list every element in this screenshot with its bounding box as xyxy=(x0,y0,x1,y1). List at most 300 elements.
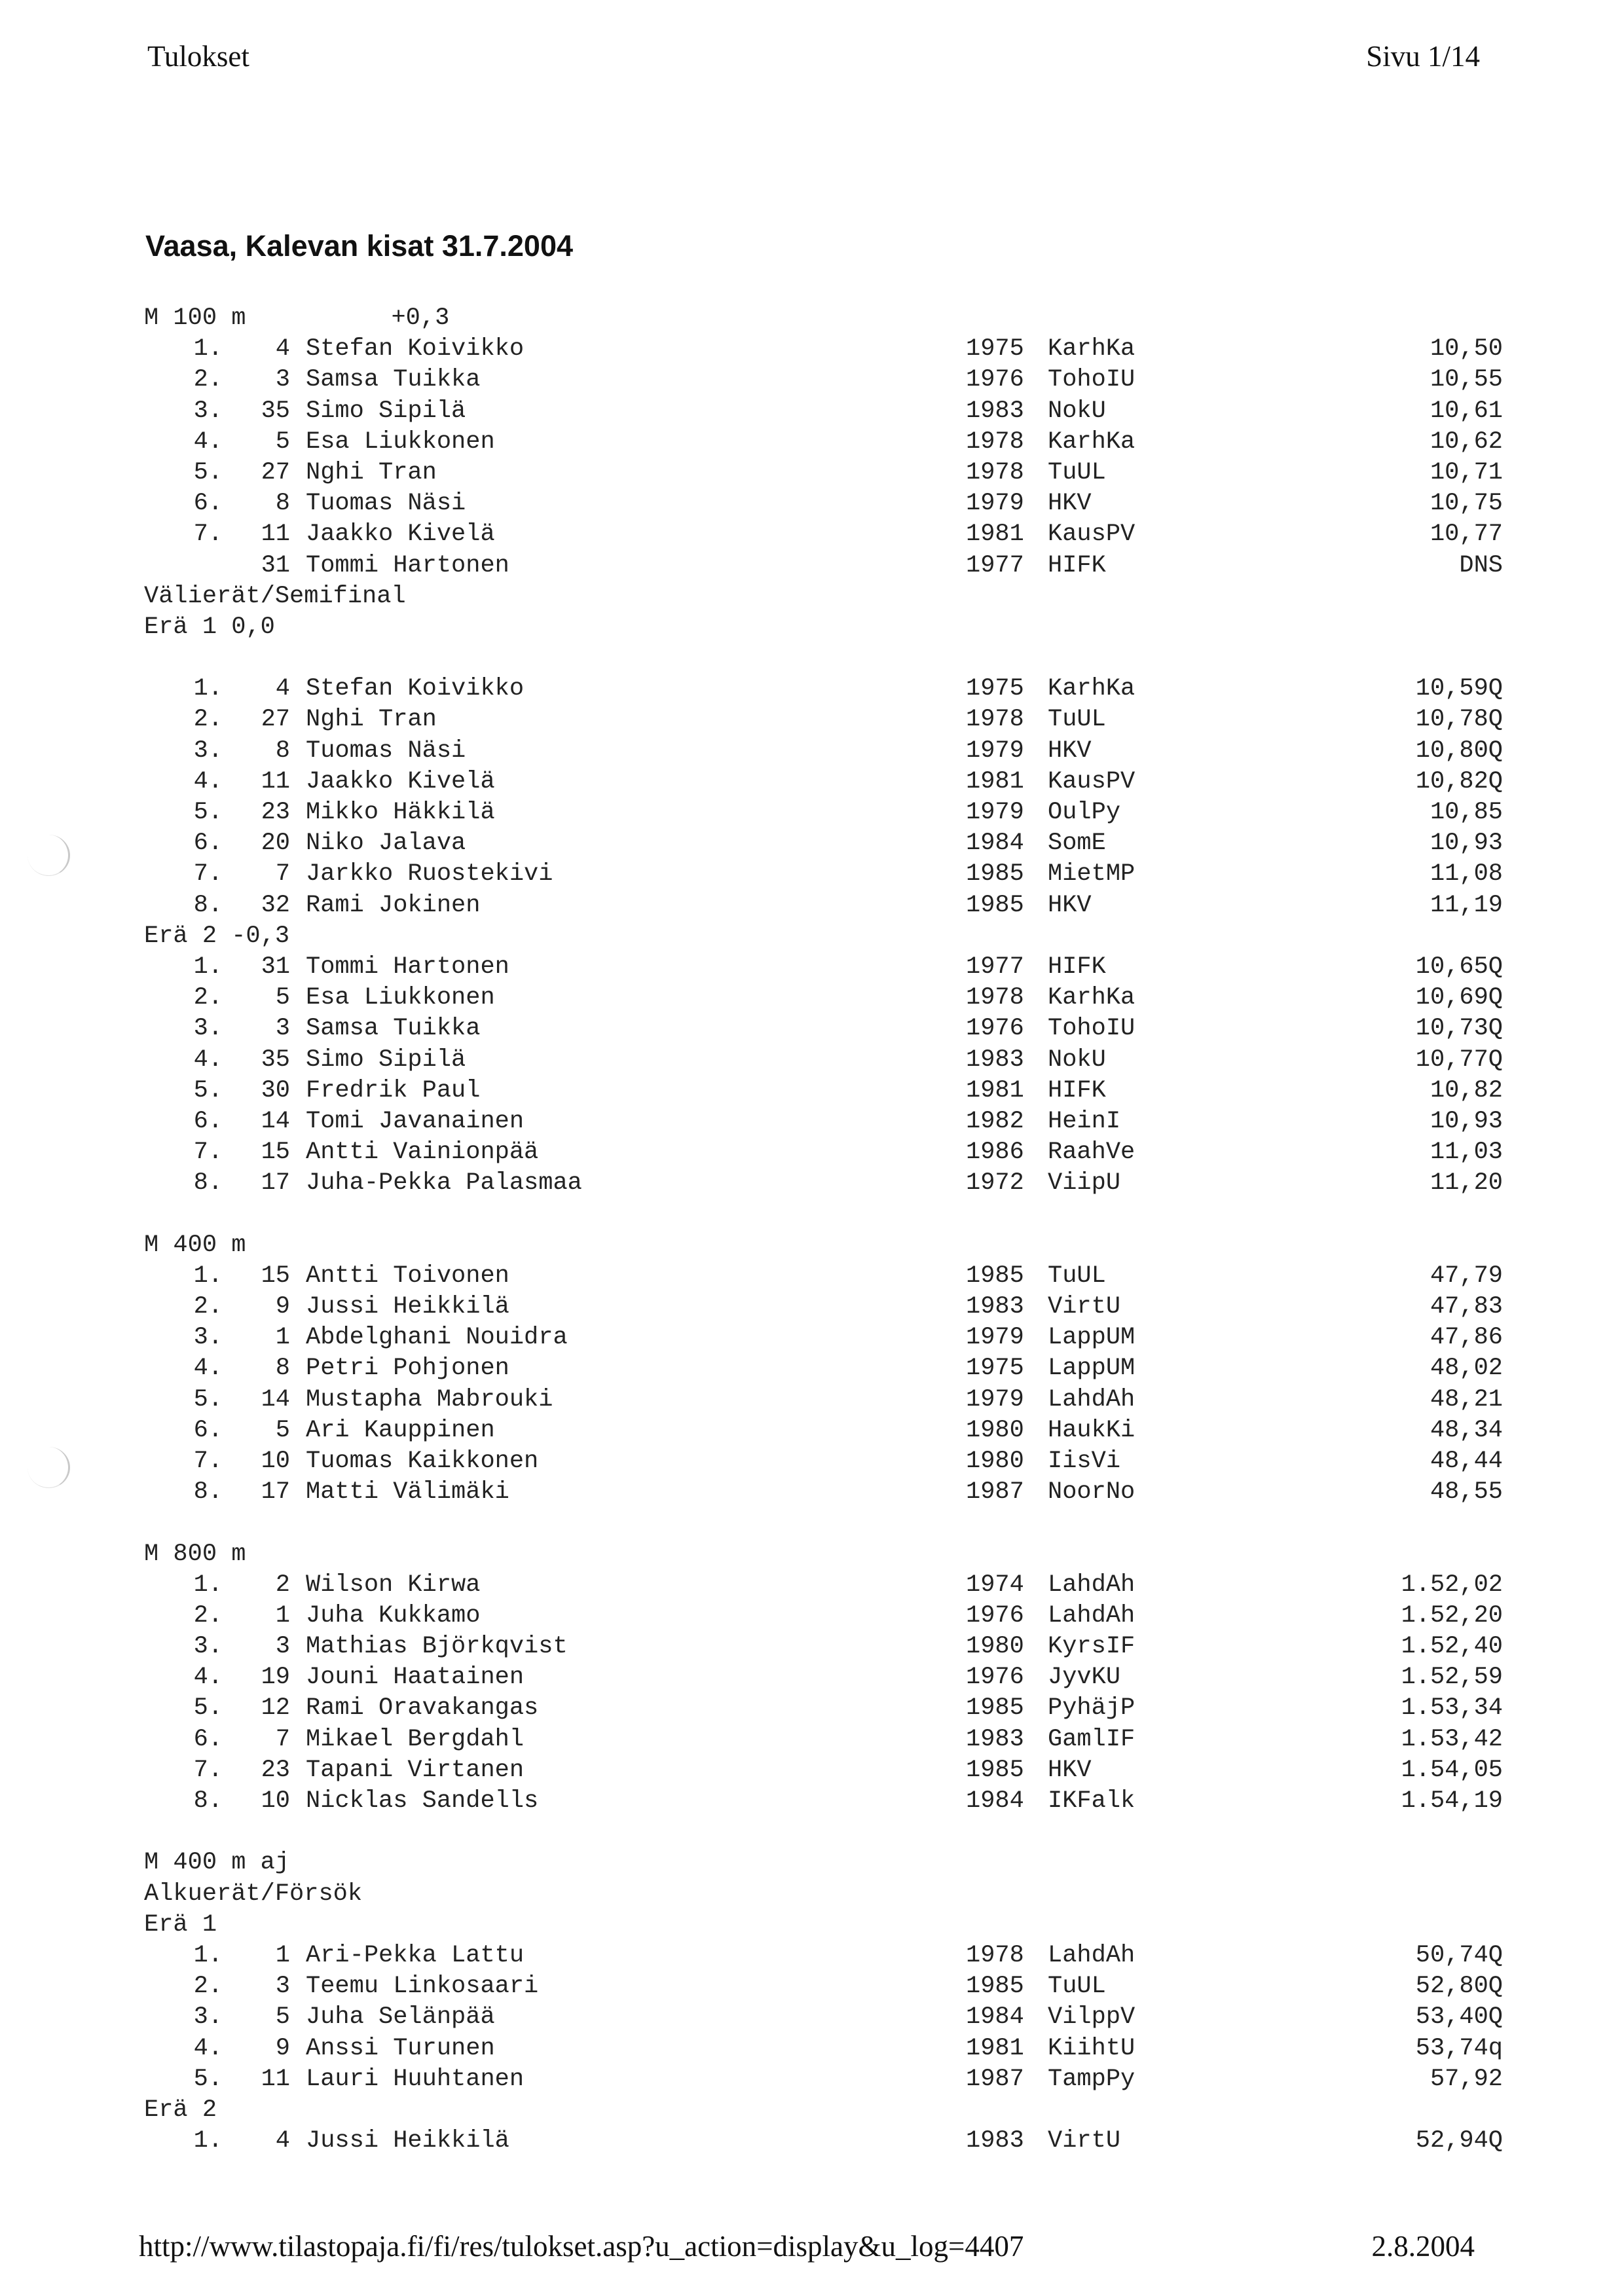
club-cell: GamlIF xyxy=(1048,1725,1135,1753)
bib-cell: 1 xyxy=(275,1601,290,1630)
result-row xyxy=(141,1755,1503,1786)
athlete-name: Stefan Koivikko xyxy=(306,675,525,703)
rank-cell: 8. xyxy=(193,1169,223,1197)
results-list xyxy=(141,303,1503,2157)
result-cell: 10,82 xyxy=(1430,1076,1503,1104)
result-row xyxy=(141,1415,1503,1446)
club-cell: KiihtU xyxy=(1048,2034,1135,2062)
result-row xyxy=(141,1570,1503,1601)
club-cell: NokU xyxy=(1048,397,1106,425)
birth-year: 1981 xyxy=(966,520,1024,549)
athlete-name: Abdelghani Nouidra xyxy=(306,1324,568,1352)
result-cell: 10,85 xyxy=(1430,799,1503,826)
rank-cell: 1. xyxy=(193,1262,223,1290)
birth-year: 1979 xyxy=(966,1385,1024,1413)
rank-cell: 3. xyxy=(193,1633,223,1661)
bib-cell: 32 xyxy=(261,891,290,919)
rank-cell: 4. xyxy=(193,767,223,795)
birth-year: 1985 xyxy=(966,1973,1024,2001)
club-cell: SomE xyxy=(1048,829,1106,858)
blank-line xyxy=(141,643,1503,674)
bib-cell: 2 xyxy=(275,1571,290,1599)
club-cell: LahdAh xyxy=(1048,1601,1135,1630)
birth-year: 1982 xyxy=(966,1107,1024,1135)
bib-cell: 30 xyxy=(261,1076,290,1104)
result-row xyxy=(141,519,1503,550)
club-cell: KausPV xyxy=(1048,767,1135,795)
bib-cell: 5 xyxy=(275,1416,290,1444)
club-cell: TuUL xyxy=(1048,458,1106,486)
result-row xyxy=(141,1353,1503,1384)
rank-cell: 6. xyxy=(193,1725,223,1753)
rank-cell: 3. xyxy=(193,1324,223,1352)
rank-cell: 2. xyxy=(193,984,223,1012)
rank-cell: 7. xyxy=(193,1756,223,1784)
birth-year: 1985 xyxy=(966,1756,1024,1784)
result-cell: 10,77Q xyxy=(1415,1046,1503,1074)
heading-text: Välierät/Semifinal xyxy=(144,582,406,610)
result-row xyxy=(141,1137,1503,1168)
bib-cell: 11 xyxy=(261,767,290,795)
birth-year: 1985 xyxy=(966,1262,1024,1290)
result-cell: 10,50 xyxy=(1430,335,1503,363)
rank-cell: 5. xyxy=(193,458,223,486)
athlete-name: Tuomas Näsi xyxy=(306,490,466,518)
athlete-name: Rami Jokinen xyxy=(306,891,481,919)
rank-cell: 7. xyxy=(193,860,223,888)
heading-text: Erä 2 xyxy=(144,2096,217,2124)
birth-year: 1978 xyxy=(966,1941,1024,1969)
heading-text: M 100 m +0,3 xyxy=(144,304,450,332)
birth-year: 1978 xyxy=(966,706,1024,734)
club-cell: LappUM xyxy=(1048,1355,1135,1383)
section-heading xyxy=(141,303,1503,334)
bib-cell: 5 xyxy=(275,984,290,1012)
athlete-name: Tuomas Näsi xyxy=(306,737,466,765)
result-row xyxy=(141,797,1503,828)
heading-text: M 400 m xyxy=(144,1231,246,1259)
birth-year: 1975 xyxy=(966,335,1024,363)
rank-cell: 4. xyxy=(193,1355,223,1383)
rank-cell: 8. xyxy=(193,891,223,919)
birth-year: 1984 xyxy=(966,1787,1024,1815)
result-cell: 10,69Q xyxy=(1415,984,1503,1012)
rank-cell: 5. xyxy=(193,2065,223,2093)
athlete-name: Jaakko Kivelä xyxy=(306,520,495,549)
athlete-name: Rami Oravakangas xyxy=(306,1694,539,1722)
rank-cell: 1. xyxy=(193,1571,223,1599)
result-cell: 11,19 xyxy=(1430,891,1503,919)
bib-cell: 7 xyxy=(275,1725,290,1753)
athlete-name: Nicklas Sandells xyxy=(306,1787,539,1815)
birth-year: 1978 xyxy=(966,984,1024,1012)
athlete-name: Jouni Haatainen xyxy=(306,1664,525,1692)
bib-cell: 1 xyxy=(275,1941,290,1969)
rank-cell: 6. xyxy=(193,1416,223,1444)
club-cell: KarhKa xyxy=(1048,675,1135,703)
result-row xyxy=(141,952,1503,983)
athlete-name: Antti Vainionpää xyxy=(306,1139,539,1167)
club-cell: TuUL xyxy=(1048,1973,1106,2001)
athlete-name: Tommi Hartonen xyxy=(306,551,509,579)
bib-cell: 5 xyxy=(275,428,290,456)
rank-cell: 8. xyxy=(193,1478,223,1506)
birth-year: 1985 xyxy=(966,1694,1024,1722)
birth-year: 1983 xyxy=(966,2127,1024,2155)
athlete-name: Wilson Kirwa xyxy=(306,1571,481,1599)
result-row xyxy=(141,488,1503,519)
club-cell: TohoIU xyxy=(1048,366,1135,394)
section-heading xyxy=(141,581,1503,612)
bib-cell: 31 xyxy=(261,953,290,981)
bib-cell: 14 xyxy=(261,1385,290,1413)
rank-cell: 2. xyxy=(193,1973,223,2001)
blank-line xyxy=(141,1508,1503,1539)
athlete-name: Simo Sipilä xyxy=(306,1046,466,1074)
result-cell: 1.52,02 xyxy=(1401,1571,1503,1599)
section-heading xyxy=(141,612,1503,643)
result-cell: 47,79 xyxy=(1430,1262,1503,1290)
result-cell: 10,80Q xyxy=(1415,737,1503,765)
result-row xyxy=(141,983,1503,1013)
rank-cell: 2. xyxy=(193,366,223,394)
club-cell: VirtU xyxy=(1048,1293,1121,1321)
result-row xyxy=(141,2126,1503,2157)
result-cell: 57,92 xyxy=(1430,2065,1503,2093)
result-row xyxy=(141,1385,1503,1415)
rank-cell: 6. xyxy=(193,1107,223,1135)
heading-text: M 400 m aj xyxy=(144,1849,290,1877)
result-row xyxy=(141,1292,1503,1322)
bib-cell: 27 xyxy=(261,458,290,486)
athlete-name: Juha Kukkamo xyxy=(306,1601,481,1630)
club-cell: NoorNo xyxy=(1048,1478,1135,1506)
birth-year: 1974 xyxy=(966,1571,1024,1599)
result-cell: 10,59Q xyxy=(1415,675,1503,703)
club-cell: LahdAh xyxy=(1048,1941,1135,1969)
rank-cell: 7. xyxy=(193,1447,223,1475)
rank-cell: 1. xyxy=(193,675,223,703)
club-cell: HKV xyxy=(1048,891,1092,919)
rank-cell: 4. xyxy=(193,1664,223,1692)
result-cell: 48,34 xyxy=(1430,1416,1503,1444)
bib-cell: 5 xyxy=(275,2003,290,2032)
result-row xyxy=(141,828,1503,859)
birth-year: 1972 xyxy=(966,1169,1024,1197)
result-row xyxy=(141,1168,1503,1199)
birth-year: 1983 xyxy=(966,397,1024,425)
bib-cell: 11 xyxy=(261,520,290,549)
athlete-name: Mikko Häkkilä xyxy=(306,799,495,826)
page-header-title: Tulokset xyxy=(147,40,249,73)
bib-cell: 23 xyxy=(261,799,290,826)
athlete-name: Tapani Virtanen xyxy=(306,1756,525,1784)
result-row xyxy=(141,1261,1503,1292)
section-heading xyxy=(141,2095,1503,2126)
club-cell: IKFalk xyxy=(1048,1787,1135,1815)
birth-year: 1986 xyxy=(966,1139,1024,1167)
result-cell: 10,93 xyxy=(1430,1107,1503,1135)
birth-year: 1979 xyxy=(966,737,1024,765)
athlete-name: Stefan Koivikko xyxy=(306,335,525,363)
athlete-name: Jarkko Ruostekivi xyxy=(306,860,553,888)
birth-year: 1979 xyxy=(966,490,1024,518)
rank-cell: 2. xyxy=(193,1293,223,1321)
result-row xyxy=(141,334,1503,365)
club-cell: LahdAh xyxy=(1048,1571,1135,1599)
document-title: Vaasa, Kalevan kisat 31.7.2004 xyxy=(145,229,574,263)
result-row xyxy=(141,1013,1503,1044)
bib-cell: 3 xyxy=(275,366,290,394)
bib-cell: 35 xyxy=(261,1046,290,1074)
result-cell: 11,03 xyxy=(1430,1139,1503,1167)
club-cell: HIFK xyxy=(1048,953,1106,981)
rank-cell: 3. xyxy=(193,1015,223,1043)
result-cell: 10,71 xyxy=(1430,458,1503,486)
result-cell: 50,74Q xyxy=(1415,1941,1503,1969)
athlete-name: Jaakko Kivelä xyxy=(306,767,495,795)
bib-cell: 4 xyxy=(275,2127,290,2155)
bib-cell: 15 xyxy=(261,1262,290,1290)
birth-year: 1978 xyxy=(966,458,1024,486)
result-cell: 11,20 xyxy=(1430,1169,1503,1197)
result-row xyxy=(141,396,1503,427)
club-cell: JyvKU xyxy=(1048,1664,1121,1692)
rank-cell: 3. xyxy=(193,737,223,765)
club-cell: VirtU xyxy=(1048,2127,1121,2155)
bib-cell: 4 xyxy=(275,335,290,363)
bib-cell: 3 xyxy=(275,1633,290,1661)
result-cell: 10,77 xyxy=(1430,520,1503,549)
rank-cell: 6. xyxy=(193,490,223,518)
birth-year: 1983 xyxy=(966,1293,1024,1321)
heading-text: Erä 1 xyxy=(144,1910,217,1939)
birth-year: 1978 xyxy=(966,428,1024,456)
punch-hole-bottom xyxy=(28,1447,70,1488)
rank-cell: 4. xyxy=(193,428,223,456)
result-row xyxy=(141,674,1503,704)
bib-cell: 10 xyxy=(261,1787,290,1815)
athlete-name: Lauri Huuhtanen xyxy=(306,2065,525,2093)
heading-text: Erä 1 0,0 xyxy=(144,613,275,641)
result-cell: 1.53,34 xyxy=(1401,1694,1503,1722)
club-cell: TampPy xyxy=(1048,2065,1135,2093)
birth-year: 1977 xyxy=(966,953,1024,981)
result-row xyxy=(141,1076,1503,1106)
athlete-name: Niko Jalava xyxy=(306,829,466,858)
result-cell: 53,74q xyxy=(1415,2034,1503,2062)
athlete-name: Samsa Tuikka xyxy=(306,1015,481,1043)
rank-cell: 7. xyxy=(193,520,223,549)
result-cell: DNS xyxy=(1459,551,1503,579)
athlete-name: Ari Kauppinen xyxy=(306,1416,495,1444)
result-cell: 52,80Q xyxy=(1415,1973,1503,2001)
heading-text: Alkuerät/Försök xyxy=(144,1880,363,1908)
rank-cell: 5. xyxy=(193,1385,223,1413)
club-cell: TuUL xyxy=(1048,706,1106,734)
result-cell: 1.52,59 xyxy=(1401,1664,1503,1692)
result-row xyxy=(141,2064,1503,2095)
club-cell: HKV xyxy=(1048,490,1092,518)
result-row xyxy=(141,859,1503,890)
result-row xyxy=(141,1693,1503,1724)
result-row xyxy=(141,1662,1503,1693)
punch-hole-top xyxy=(28,835,70,876)
bib-cell: 3 xyxy=(275,1015,290,1043)
club-cell: HKV xyxy=(1048,1756,1092,1784)
birth-year: 1975 xyxy=(966,1355,1024,1383)
club-cell: PyhäjP xyxy=(1048,1694,1135,1722)
club-cell: KyrsIF xyxy=(1048,1633,1135,1661)
club-cell: NokU xyxy=(1048,1046,1106,1074)
athlete-name: Matti Välimäki xyxy=(306,1478,509,1506)
source-url: http://www.tilastopaja.fi/fi/res/tulokset.asp?u_action=display&u_log=4407 xyxy=(139,2230,1024,2263)
athlete-name: Ari-Pekka Lattu xyxy=(306,1941,525,1969)
result-cell: 10,62 xyxy=(1430,428,1503,456)
birth-year: 1981 xyxy=(966,767,1024,795)
page-number: Sivu 1/14 xyxy=(1366,40,1480,73)
rank-cell: 3. xyxy=(193,2003,223,2032)
club-cell: MietMP xyxy=(1048,860,1135,888)
birth-year: 1980 xyxy=(966,1633,1024,1661)
rank-cell: 5. xyxy=(193,799,223,826)
bib-cell: 1 xyxy=(275,1324,290,1352)
athlete-name: Anssi Turunen xyxy=(306,2034,495,2062)
result-cell: 10,93 xyxy=(1430,829,1503,858)
athlete-name: Esa Liukkonen xyxy=(306,984,495,1012)
bib-cell: 7 xyxy=(275,860,290,888)
athlete-name: Juha Selänpää xyxy=(306,2003,495,2032)
bib-cell: 8 xyxy=(275,1355,290,1383)
birth-year: 1981 xyxy=(966,2034,1024,2062)
club-cell: VilppV xyxy=(1048,2003,1135,2032)
athlete-name: Mustapha Mabrouki xyxy=(306,1385,553,1413)
result-cell: 52,94Q xyxy=(1415,2127,1503,2155)
result-cell: 10,61 xyxy=(1430,397,1503,425)
birth-year: 1987 xyxy=(966,2065,1024,2093)
birth-year: 1979 xyxy=(966,1324,1024,1352)
athlete-name: Nghi Tran xyxy=(306,458,437,486)
birth-year: 1975 xyxy=(966,675,1024,703)
birth-year: 1983 xyxy=(966,1046,1024,1074)
athlete-name: Petri Pohjonen xyxy=(306,1355,509,1383)
birth-year: 1983 xyxy=(966,1725,1024,1753)
bib-cell: 3 xyxy=(275,1973,290,2001)
athlete-name: Mathias Björkqvist xyxy=(306,1633,568,1661)
heading-text: Erä 2 -0,3 xyxy=(144,922,290,950)
rank-cell: 2. xyxy=(193,706,223,734)
result-row xyxy=(141,365,1503,395)
rank-cell: 1. xyxy=(193,2127,223,2155)
rank-cell: 4. xyxy=(193,2034,223,2062)
club-cell: OulPy xyxy=(1048,799,1121,826)
result-row xyxy=(141,1045,1503,1076)
athlete-name: Nghi Tran xyxy=(306,706,437,734)
bib-cell: 8 xyxy=(275,490,290,518)
bib-cell: 12 xyxy=(261,1694,290,1722)
club-cell: HKV xyxy=(1048,737,1092,765)
bib-cell: 19 xyxy=(261,1664,290,1692)
result-cell: 10,65Q xyxy=(1415,953,1503,981)
rank-cell: 5. xyxy=(193,1076,223,1104)
rank-cell: 5. xyxy=(193,1694,223,1722)
birth-year: 1977 xyxy=(966,551,1024,579)
section-heading xyxy=(141,1879,1503,1910)
birth-year: 1984 xyxy=(966,2003,1024,2032)
bib-cell: 11 xyxy=(261,2065,290,2093)
heading-text: M 800 m xyxy=(144,1540,246,1568)
result-cell: 48,21 xyxy=(1430,1385,1503,1413)
bib-cell: 27 xyxy=(261,706,290,734)
bib-cell: 35 xyxy=(261,397,290,425)
result-cell: 53,40Q xyxy=(1415,2003,1503,2032)
athlete-name: Mikael Bergdahl xyxy=(306,1725,525,1753)
club-cell: KarhKa xyxy=(1048,428,1135,456)
section-heading xyxy=(141,1910,1503,1941)
result-cell: 10,73Q xyxy=(1415,1015,1503,1043)
bib-cell: 8 xyxy=(275,737,290,765)
athlete-name: Juha-Pekka Palasmaa xyxy=(306,1169,582,1197)
blank-line xyxy=(141,1817,1503,1848)
result-row xyxy=(141,1631,1503,1662)
result-row xyxy=(141,890,1503,921)
result-cell: 10,55 xyxy=(1430,366,1503,394)
club-cell: HaukKi xyxy=(1048,1416,1135,1444)
bib-cell: 17 xyxy=(261,1478,290,1506)
birth-year: 1976 xyxy=(966,1015,1024,1043)
result-row xyxy=(141,1601,1503,1631)
club-cell: LappUM xyxy=(1048,1324,1135,1352)
result-row xyxy=(141,2033,1503,2064)
bib-cell: 4 xyxy=(275,675,290,703)
result-row xyxy=(141,1724,1503,1755)
result-cell: 1.52,20 xyxy=(1401,1601,1503,1630)
club-cell: HIFK xyxy=(1048,1076,1106,1104)
athlete-name: Simo Sipilä xyxy=(306,397,466,425)
bib-cell: 15 xyxy=(261,1139,290,1167)
birth-year: 1976 xyxy=(966,1601,1024,1630)
birth-year: 1981 xyxy=(966,1076,1024,1104)
birth-year: 1979 xyxy=(966,799,1024,826)
result-row xyxy=(141,551,1503,581)
rank-cell: 4. xyxy=(193,1046,223,1074)
print-date: 2.8.2004 xyxy=(1371,2230,1475,2263)
result-row xyxy=(141,1941,1503,1971)
result-row xyxy=(141,427,1503,458)
result-cell: 47,86 xyxy=(1430,1324,1503,1352)
athlete-name: Tommi Hartonen xyxy=(306,953,509,981)
result-cell: 10,78Q xyxy=(1415,706,1503,734)
club-cell: TohoIU xyxy=(1048,1015,1135,1043)
section-heading xyxy=(141,1848,1503,1878)
result-row xyxy=(141,767,1503,797)
athlete-name: Tuomas Kaikkonen xyxy=(306,1447,539,1475)
bib-cell: 17 xyxy=(261,1169,290,1197)
club-cell: IisVi xyxy=(1048,1447,1121,1475)
club-cell: HeinI xyxy=(1048,1107,1121,1135)
athlete-name: Jussi Heikkilä xyxy=(306,2127,509,2155)
section-heading xyxy=(141,1539,1503,1570)
athlete-name: Esa Liukkonen xyxy=(306,428,495,456)
rank-cell: 1. xyxy=(193,953,223,981)
bib-cell: 31 xyxy=(261,551,290,579)
result-cell: 48,02 xyxy=(1430,1355,1503,1383)
result-cell: 1.54,19 xyxy=(1401,1787,1503,1815)
result-cell: 1.54,05 xyxy=(1401,1756,1503,1784)
athlete-name: Tomi Javanainen xyxy=(306,1107,525,1135)
result-row xyxy=(141,2002,1503,2033)
birth-year: 1985 xyxy=(966,891,1024,919)
